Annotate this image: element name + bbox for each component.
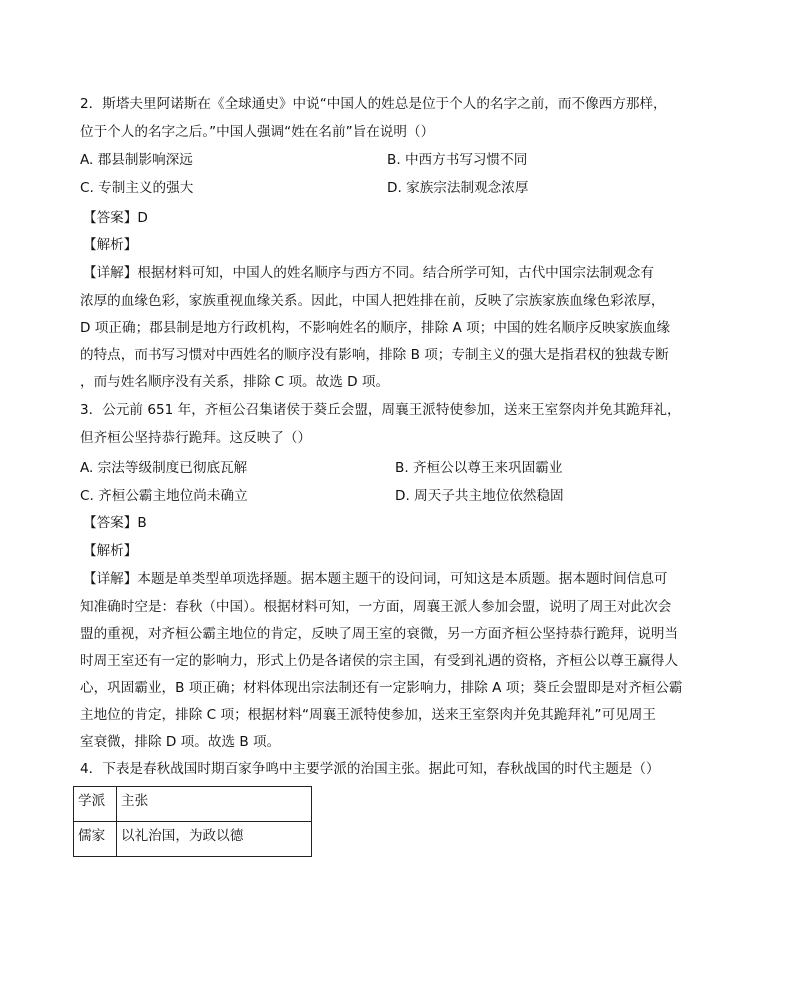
- table-cell: 儒家: [74, 822, 117, 857]
- question-2-detail-line: 的特点，而书写习惯对中西姓名的顺序没有影响，排除 B 项；专制主义的强大是指君权的独裁专断: [80, 347, 669, 363]
- question-2-detail-line: 【详解】根据材料可知，中国人的姓名顺序与西方不同。结合所学可知，古代中国宗法制观念有: [83, 265, 654, 281]
- question-2-option-c: C. 专制主义的强大: [80, 180, 194, 196]
- question-2-analysis-label: 【解析】: [83, 237, 138, 253]
- question-3-stem-line-2: 但齐桓公坚持恭行跪拜。这反映了（）: [80, 430, 312, 446]
- question-3-detail-line: 知准确时空是：春秋（中国）。根据材料可知，一方面，周襄王派人参加会盟，说明了周王对此次会: [80, 599, 672, 615]
- question-3-option-b: B. 齐桓公以尊王来巩固霸业: [395, 460, 563, 476]
- question-3-stem-line-1: 3．公元前 651 年，齐桓公召集诸侯于葵丘会盟，周襄王派特使参加，送来王室祭肉并免其跪拜礼，: [80, 402, 681, 418]
- question-3-detail-line: 室衰微，排除 D 项。故选 B 项。: [80, 734, 281, 750]
- question-2-detail-line: ，而与姓名顺序没有关系，排除 C 项。故选 D 项。: [80, 374, 390, 390]
- question-2-stem-line-1: 2．斯塔夫里阿诺斯在《全球通史》中说“中国人的姓总是位于个人的名字之前，而不像西方那样，: [80, 96, 667, 112]
- question-3-answer: 【答案】B: [83, 515, 147, 531]
- table-cell: 以礼治国，为政以德: [117, 822, 312, 857]
- question-3-detail-line: 心，巩固霸业，B 项正确；材料体现出宗法制还有一定影响力，排除 A 项；葵丘会盟即是对齐桓公霸: [80, 680, 683, 696]
- question-3-option-a: A. 宗法等级制度已彻底瓦解: [80, 460, 248, 476]
- question-2-option-b: B. 中西方书写习惯不同: [387, 152, 528, 168]
- question-2-stem-line-2: 位于个人的名字之后。”中国人强调“姓在名前”旨在说明（）: [80, 124, 435, 140]
- question-2-option-d: D. 家族宗法制观念浓厚: [387, 180, 529, 196]
- question-2-answer: 【答案】D: [83, 210, 148, 226]
- table-header-cell: 主张: [117, 787, 312, 822]
- question-3-detail-line: 【详解】本题是单类型单项选择题。据本题主题干的设问词，可知这是本质题。据本题时间信息可: [83, 571, 668, 587]
- question-2-detail-line: D 项正确；郡县制是地方行政机构，不影响姓名的顺序，排除 A 项；中国的姓名顺序反映家族血缘: [80, 320, 671, 336]
- schools-table: [73, 786, 312, 857]
- question-2-option-a: A. 郡县制影响深远: [80, 152, 193, 168]
- table-header-cell: 学派: [74, 787, 117, 822]
- question-3-detail-line: 主地位的肯定，排除 C 项；根据材料“周襄王派特使参加，送来王室祭肉并免其跪拜礼”可见周王: [80, 707, 656, 723]
- question-4-stem: 4．下表是春秋战国时期百家争鸣中主要学派的治国主张。据此可知，春秋战国的时代主题是（）: [80, 761, 660, 777]
- table-row: [74, 822, 312, 857]
- question-2-detail-line: 浓厚的血缘色彩，家族重视血缘关系。因此，中国人把姓排在前，反映了宗族家族血缘色彩浓厚，: [80, 293, 665, 309]
- question-3-detail-line: 时周王室还有一定的影响力，形式上仍是各诸侯的宗主国，有受到礼遇的资格，齐桓公以尊王赢得人: [80, 653, 679, 669]
- question-3-option-d: D. 周天子共主地位依然稳固: [395, 488, 564, 504]
- question-3-option-c: C. 齐桓公霸主地位尚未确立: [80, 488, 248, 504]
- question-3-analysis-label: 【解析】: [83, 543, 138, 559]
- question-3-detail-line: 盟的重视，对齐桓公霸主地位的肯定，反映了周王室的衰微，另一方面齐桓公坚持恭行跪拜，说明当: [80, 626, 679, 642]
- table-header-row: [74, 787, 312, 822]
